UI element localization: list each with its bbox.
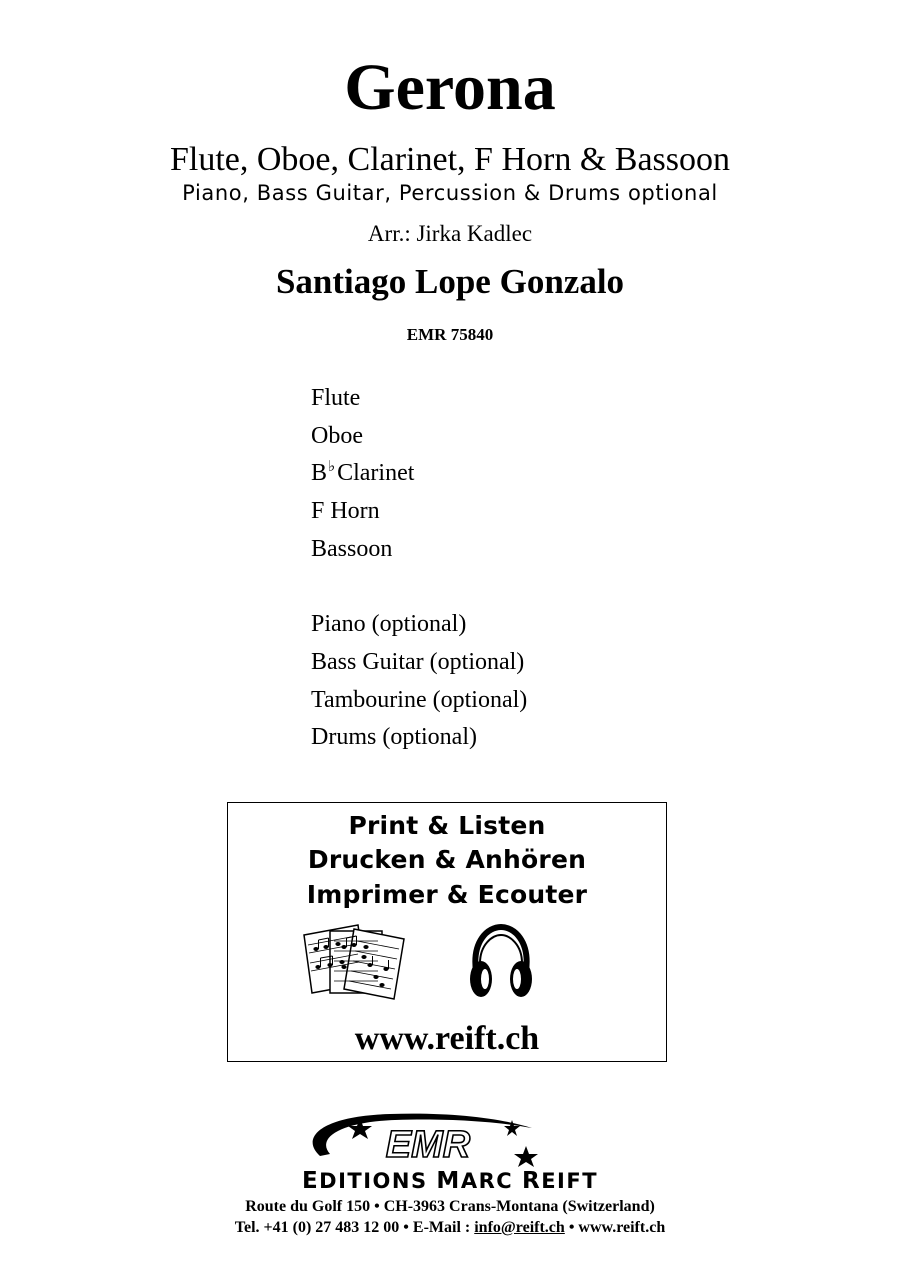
publisher-name-part: R: [521, 1168, 542, 1194]
promo-line-french: Imprimer & Ecouter: [306, 880, 588, 909]
optional-instruments-line: Piano, Bass Guitar, Percussion & Drums optional: [182, 181, 718, 205]
headphones-icon: [466, 923, 536, 1003]
composer-name: Santiago Lope Gonzalo: [275, 262, 625, 301]
score-title: Gerona: [344, 51, 556, 124]
instrument-item: Flute: [311, 385, 361, 411]
clarinet-label: Clarinet: [337, 460, 415, 487]
promo-line-english: Print & Listen: [348, 811, 546, 840]
optional-instrument-item: Bass Guitar (optional): [311, 648, 525, 675]
emr-logo: [300, 1108, 560, 1168]
flat-symbol: ♭: [328, 457, 336, 476]
publisher-name-part: E: [301, 1168, 320, 1194]
optional-instrument-item: Piano (optional): [311, 611, 467, 638]
instrument-item: [311, 455, 527, 493]
instrument-item: F Horn: [311, 498, 380, 525]
instrument-list: [311, 380, 527, 757]
optional-instrument-item: Drums (optional): [311, 724, 477, 751]
publisher-contact: [0, 1218, 900, 1238]
publisher-name-part: EIFT: [541, 1169, 599, 1193]
instrument-item: Bassoon: [311, 535, 393, 562]
publisher-name: [0, 1168, 900, 1194]
email-link[interactable]: info@reift.ch: [474, 1219, 565, 1236]
publisher-name-part: ARC: [460, 1169, 522, 1193]
sheet-music-icon: [300, 921, 412, 1001]
optional-instrument-item: Tambourine (optional): [311, 686, 528, 713]
website-text: • www.reift.ch: [564, 1219, 666, 1236]
edition-number: EMR 75840: [406, 325, 494, 344]
arranger-credit: Arr.: Jirka Kadlec: [367, 221, 533, 246]
instrument-item: Oboe: [311, 422, 363, 449]
publisher-address: Route du Golf 150 • CH-3963 Crans-Montana (Switzerland): [245, 1198, 655, 1215]
clarinet-key: B: [311, 460, 328, 487]
publisher-name-part: DITIONS: [319, 1169, 437, 1193]
promo-line-german: Drucken & Anhören: [307, 845, 587, 874]
phone-text: Tel. +41 (0) 27 483 12 00 • E-Mail :: [234, 1219, 475, 1236]
print-listen-box: [227, 802, 667, 1062]
publisher-name-part: M: [436, 1168, 461, 1194]
logo-text: EMR: [385, 1124, 471, 1166]
instrumentation-subtitle: Flute, Oboe, Clarinet, F Horn & Bassoon: [169, 141, 731, 178]
promo-website-url: www.reift.ch: [354, 1020, 540, 1057]
list-spacer: [311, 568, 527, 606]
